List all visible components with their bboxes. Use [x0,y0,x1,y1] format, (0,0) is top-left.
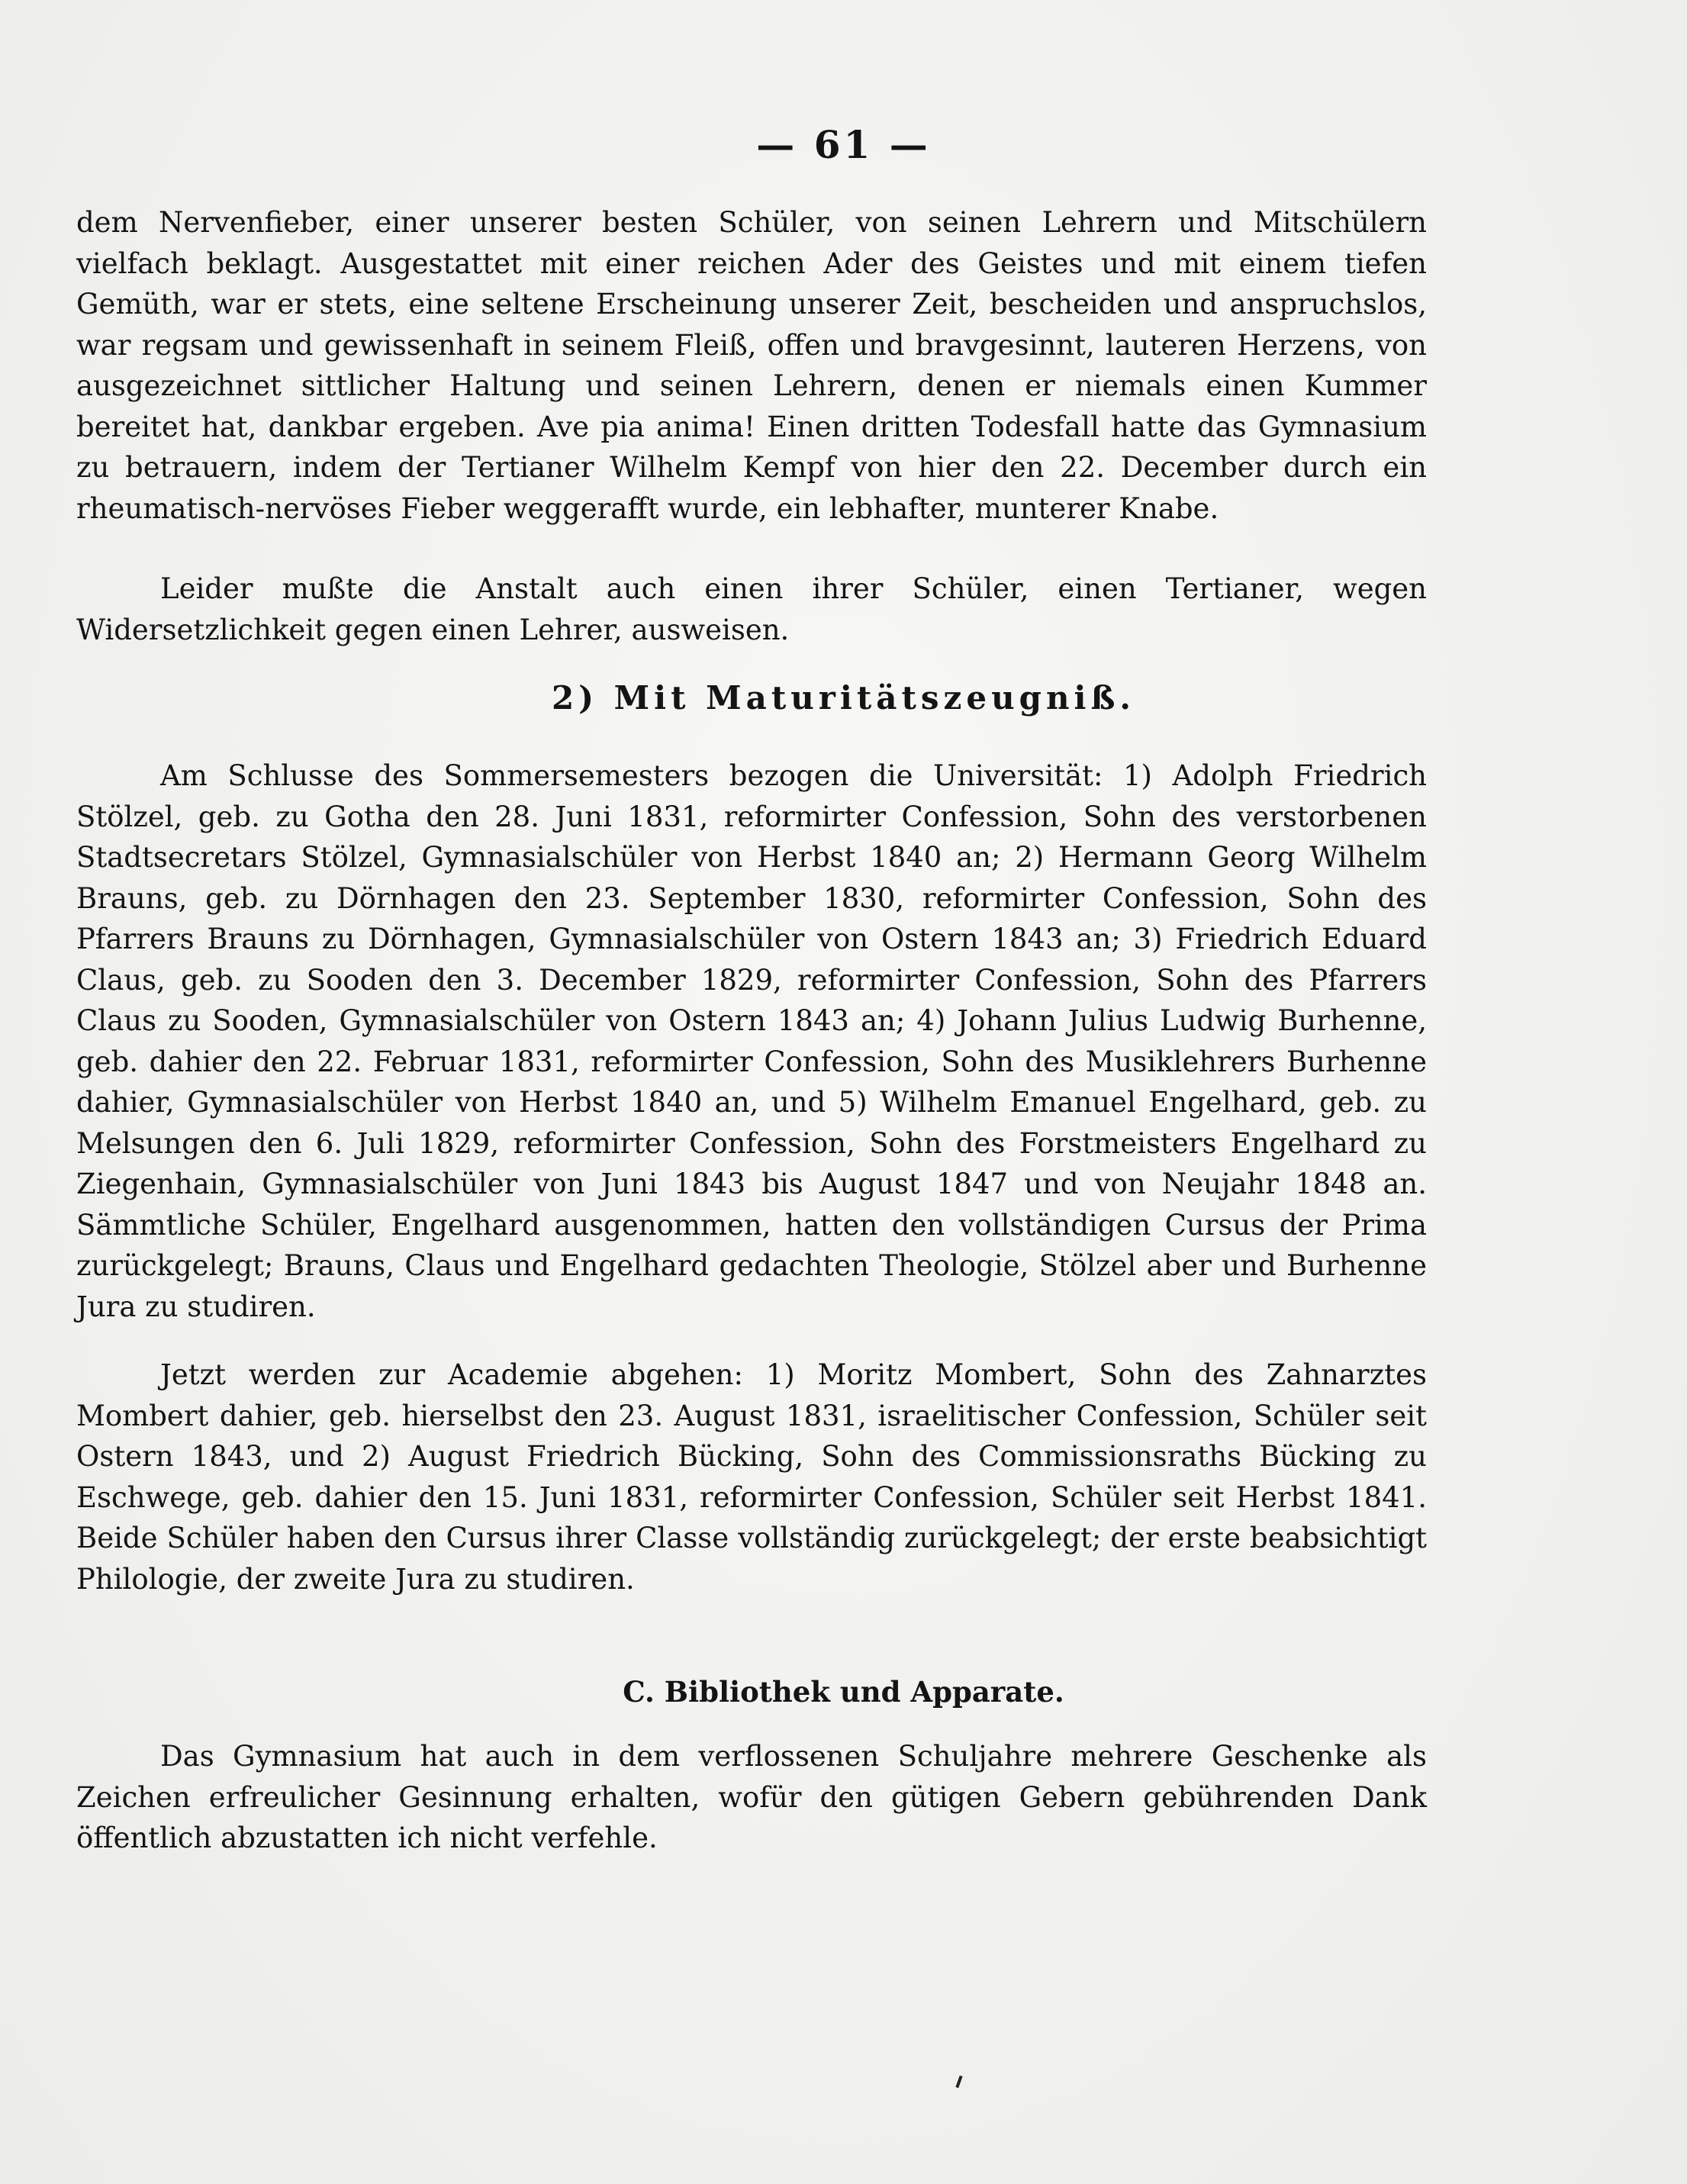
paragraph-university-students: Am Schlusse des Sommersemesters bezogen die Universität: 1) Adolph Friedrich Stölzel, geb. zu Gotha den 28. Juni 1831, reformirter Confession, Sohn des verstorbenen Stadtsecretars Stölzel, Gymnasialschüler von Herbst 1840 an; 2) Hermann Georg Wilhelm Brauns, geb. zu Dörnhagen den 23. September 1830, reformirter Confession, Sohn des Pfarrers Brauns zu Dörnhagen, Gymnasialschüler von Ostern 1843 an; 3) Friedrich Eduard Claus, geb. zu Sooden den 3. December 1829, reformirter Confession, Sohn des Pfarrers Claus zu Sooden, Gymnasialschüler von Ostern 1843 an; 4) Johann Julius Ludwig Burhenne, geb. dahier den 22. Februar 1831, reformirter Confession, Sohn des Musiklehrers Burhenne dahier, Gymnasialschüler von Herbst 1840 an, und 5) Wilhelm Emanuel Engelhard, geb. zu Melsungen den 6. Juli 1829, reformirter Confession, Sohn des Forstmeisters Engelhard zu Ziegenhain, Gymnasialschüler von Juni 1843 bis August 1847 und von Neujahr 1848 an. Sämmtliche Schüler, Engelhard ausgenommen, hatten den vollständigen Cursus der Prima zurückgelegt; Brauns, Claus und Engelhard gedachten Theologie, Stölzel aber und Burhenne Jura zu studiren. [76,759,1427,1323]
section-heading-maturity: 2) Mit Maturitätszeugniß. [551,679,1136,717]
paragraph-academy-students: Jetzt werden zur Academie abgehen: 1) Moritz Mombert, Sohn des Zahnarztes Mombert dahier, geb. hierselbst den 23. August 1831, israelitischer Confession, Schüler seit Ostern 1843, und 2) August Friedrich Bücking, Sohn des Commissionsraths Bücking zu Eschwege, geb. dahier den 15. Juni 1831, reformirter Confession, Schüler seit Herbst 1841. Beide Schüler haben den Cursus ihrer Classe vollständig zurückgelegt; der erste beabsichtigt Philologie, der zweite Jura zu studiren. [76,1358,1427,1596]
ink-speck [955,2076,962,2088]
page-number: — 61 — [756,122,931,167]
paragraph-library: Das Gymnasium hat auch in dem verflossenen Schuljahre mehrere Geschenke als Zeichen erfreulicher Gesinnung erhalten, wofür den gütigen Gebern gebührenden Dank öffentlich abzustatten ich nicht verfehle. [76,1740,1427,1854]
section-heading-library: C. Bibliothek und Apparate. [623,1675,1064,1709]
paragraph-obituary: dem Nervenfieber, einer unserer besten Schüler, von seinen Lehrern und Mitschülern vielfach beklagt. Ausgestattet mit einer reichen Ader des Geistes und mit einem tiefen Gemüth, war er stets, eine seltene Erscheinung unserer Zeit, bescheiden und anspruchslos, war regsam und gewissenhaft in seinem Fleiß, offen und bravgesinnt, lauteren Herzens, von ausgezeichnet sittlicher Haltung und seinen Lehrern, denen er niemals einen Kummer bereitet hat, dankbar ergeben. Ave pia anima! Einen dritten Todesfall hatte das Gymnasium zu betrauern, indem der Tertianer Wilhelm Kempf von hier den 22. December durch ein rheumatisch-nervöses Fieber weggerafft wurde, ein lebhafter, munterer Knabe. [76,206,1427,525]
paragraph-expulsion: Leider mußte die Anstalt auch einen ihrer Schüler, einen Tertianer, wegen Widersetzlichkeit gegen einen Lehrer, ausweisen. [76,572,1427,646]
